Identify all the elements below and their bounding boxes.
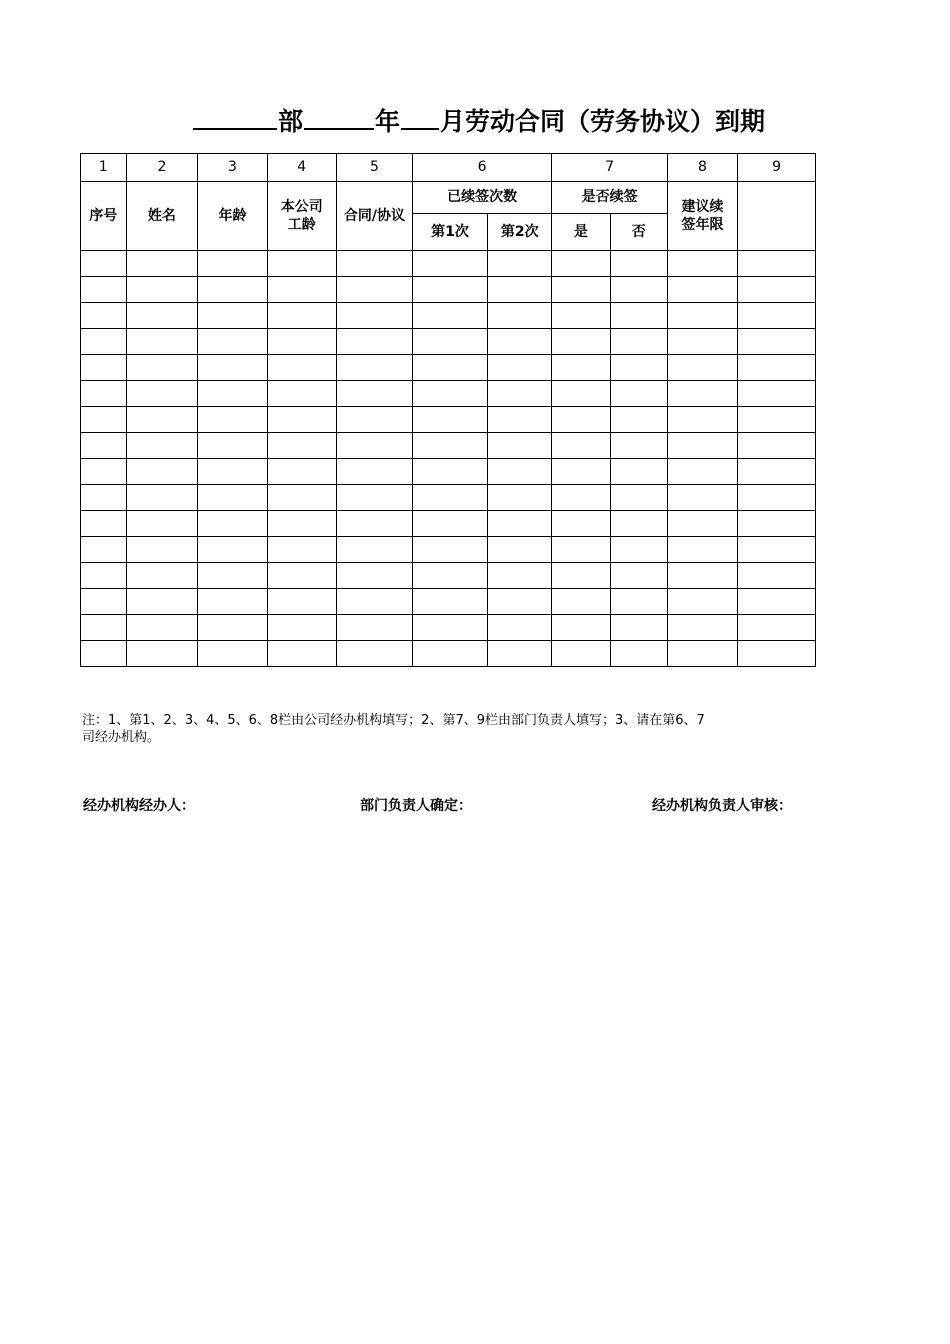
header-tenure	[267, 182, 336, 251]
table-cell[interactable]	[610, 485, 667, 511]
table-cell[interactable]	[667, 433, 737, 459]
table-cell[interactable]	[198, 589, 267, 615]
table-cell[interactable]	[81, 433, 127, 459]
table-cell[interactable]	[738, 537, 816, 563]
table-cell[interactable]	[198, 251, 267, 277]
table-cell[interactable]	[667, 563, 737, 589]
col-number: 2	[126, 154, 198, 182]
table-cell[interactable]	[336, 615, 412, 641]
table-cell[interactable]	[488, 641, 552, 667]
month-blank	[401, 100, 439, 130]
table-cell[interactable]	[488, 537, 552, 563]
table-cell[interactable]	[81, 589, 127, 615]
table-cell[interactable]	[412, 407, 487, 433]
table-cell[interactable]	[336, 329, 412, 355]
table-cell[interactable]	[552, 303, 610, 329]
table-cell[interactable]	[610, 563, 667, 589]
table-cell[interactable]	[198, 355, 267, 381]
handler-signature-label: 经办机构经办人：	[83, 798, 195, 814]
table-cell[interactable]	[738, 511, 816, 537]
table-cell[interactable]	[667, 615, 737, 641]
table-cell[interactable]	[267, 589, 336, 615]
table-cell[interactable]	[552, 641, 610, 667]
table-row	[81, 589, 816, 615]
table-cell[interactable]	[552, 615, 610, 641]
table-row	[81, 407, 816, 433]
table-row	[81, 355, 816, 381]
table-row	[81, 563, 816, 589]
table-cell[interactable]	[610, 381, 667, 407]
table-cell[interactable]	[81, 303, 127, 329]
table-cell[interactable]	[81, 563, 127, 589]
table-cell[interactable]	[610, 303, 667, 329]
table-cell[interactable]	[610, 615, 667, 641]
table-cell[interactable]	[552, 407, 610, 433]
table-cell[interactable]	[488, 563, 552, 589]
table-cell[interactable]	[738, 251, 816, 277]
table-cell[interactable]	[336, 563, 412, 589]
table-cell[interactable]	[126, 355, 198, 381]
table-cell[interactable]	[738, 303, 816, 329]
table-cell[interactable]	[267, 355, 336, 381]
table-cell[interactable]	[126, 459, 198, 485]
table-cell[interactable]	[412, 355, 487, 381]
table-cell[interactable]	[336, 303, 412, 329]
table-cell[interactable]	[488, 459, 552, 485]
table-row	[81, 537, 816, 563]
table-cell[interactable]	[667, 641, 737, 667]
table-cell[interactable]	[336, 537, 412, 563]
table-cell[interactable]	[267, 563, 336, 589]
table-cell[interactable]	[126, 589, 198, 615]
table-cell[interactable]	[667, 511, 737, 537]
table-cell[interactable]	[198, 563, 267, 589]
table-cell[interactable]	[267, 303, 336, 329]
table-cell[interactable]	[81, 641, 127, 667]
table-cell[interactable]	[267, 485, 336, 511]
table-cell[interactable]	[81, 459, 127, 485]
table-row	[81, 381, 816, 407]
table-cell[interactable]	[198, 485, 267, 511]
table-cell[interactable]	[552, 563, 610, 589]
table-cell[interactable]	[267, 407, 336, 433]
table-cell[interactable]	[198, 303, 267, 329]
table-cell[interactable]	[81, 329, 127, 355]
table-cell[interactable]	[488, 329, 552, 355]
table-cell[interactable]	[198, 459, 267, 485]
table-cell[interactable]	[610, 251, 667, 277]
table-cell[interactable]	[198, 615, 267, 641]
table-cell[interactable]	[552, 329, 610, 355]
table-cell[interactable]	[198, 433, 267, 459]
page-title	[0, 100, 815, 144]
table-cell[interactable]	[126, 407, 198, 433]
col-number: 7	[552, 154, 668, 182]
col-number: 1	[81, 154, 127, 182]
table-row	[81, 511, 816, 537]
table-cell[interactable]	[412, 589, 487, 615]
table-cell[interactable]	[610, 355, 667, 381]
table-cell[interactable]	[738, 329, 816, 355]
table-cell[interactable]	[738, 459, 816, 485]
table-row	[81, 251, 816, 277]
header-row-1	[81, 182, 816, 214]
table-row	[81, 329, 816, 355]
col-number: 4	[267, 154, 336, 182]
year-blank	[304, 100, 374, 130]
footnote-line-1: 注：1、第1、2、3、4、5、6、8栏由公司经办机构填写；2、第7、9栏由部门负责人填写；3、请在第6、7	[82, 713, 705, 728]
table-cell[interactable]	[126, 485, 198, 511]
table-cell[interactable]	[336, 485, 412, 511]
table-cell[interactable]	[126, 303, 198, 329]
table-cell[interactable]	[667, 485, 737, 511]
title-dept-suffix: 部	[278, 107, 304, 136]
table-cell[interactable]	[126, 329, 198, 355]
header-name: 姓名	[126, 182, 198, 251]
table-row	[81, 485, 816, 511]
table-cell[interactable]	[738, 277, 816, 303]
header-contract: 合同/协议	[336, 182, 412, 251]
table-cell[interactable]	[126, 511, 198, 537]
table-cell[interactable]	[126, 641, 198, 667]
table-cell[interactable]	[267, 251, 336, 277]
table-cell[interactable]	[610, 511, 667, 537]
title-text: 月劳动合同（劳务协议）到期	[440, 107, 766, 136]
table-row	[81, 433, 816, 459]
header-renew-decision: 是否续签	[552, 182, 668, 214]
table-cell[interactable]	[81, 407, 127, 433]
table-cell[interactable]	[667, 251, 737, 277]
table-cell[interactable]	[552, 589, 610, 615]
table-cell[interactable]	[552, 433, 610, 459]
table-cell[interactable]	[267, 381, 336, 407]
title-year-suffix: 年	[375, 107, 401, 136]
table-cell[interactable]	[610, 589, 667, 615]
column-number-row	[81, 154, 816, 182]
header-tenure-label: 本公司工龄	[280, 199, 323, 233]
table-cell[interactable]	[81, 537, 127, 563]
table-cell[interactable]	[667, 303, 737, 329]
header-renewed-count: 已续签次数	[412, 182, 551, 214]
table-cell[interactable]	[198, 511, 267, 537]
col-number: 8	[667, 154, 737, 182]
table-cell[interactable]	[336, 355, 412, 381]
table-cell[interactable]	[667, 329, 737, 355]
table-row	[81, 277, 816, 303]
table-cell[interactable]	[610, 277, 667, 303]
table-cell[interactable]	[412, 485, 487, 511]
table-cell[interactable]	[738, 485, 816, 511]
table-row	[81, 615, 816, 641]
header-seq: 序号	[81, 182, 127, 251]
col-number: 3	[198, 154, 267, 182]
table-cell[interactable]	[610, 459, 667, 485]
table-cell[interactable]	[412, 641, 487, 667]
table-cell[interactable]	[738, 563, 816, 589]
table-cell[interactable]	[552, 537, 610, 563]
table-cell[interactable]	[81, 615, 127, 641]
table-cell[interactable]	[738, 589, 816, 615]
col-number: 9	[738, 154, 816, 182]
col-number: 5	[336, 154, 412, 182]
header-renewed-1: 第1次	[412, 214, 487, 251]
table-cell[interactable]	[552, 355, 610, 381]
table-cell[interactable]	[267, 511, 336, 537]
dept-head-signature-label: 部门负责人确定：	[360, 798, 472, 814]
table-cell[interactable]	[126, 537, 198, 563]
table-cell[interactable]	[81, 485, 127, 511]
table-cell[interactable]	[667, 355, 737, 381]
table-cell[interactable]	[412, 537, 487, 563]
header-col9	[738, 182, 816, 251]
table-cell[interactable]	[412, 303, 487, 329]
table-cell[interactable]	[198, 537, 267, 563]
table-cell[interactable]	[738, 381, 816, 407]
header-age: 年龄	[198, 182, 267, 251]
table-cell[interactable]	[552, 251, 610, 277]
table-cell[interactable]	[267, 641, 336, 667]
table-cell[interactable]	[336, 407, 412, 433]
table-cell[interactable]	[412, 381, 487, 407]
table-cell[interactable]	[738, 407, 816, 433]
header-yes: 是	[552, 214, 610, 251]
table-cell[interactable]	[126, 277, 198, 303]
table-cell[interactable]	[81, 277, 127, 303]
table-cell[interactable]	[412, 251, 487, 277]
table-cell[interactable]	[81, 511, 127, 537]
table-cell[interactable]	[267, 459, 336, 485]
table-cell[interactable]	[667, 589, 737, 615]
table-cell[interactable]	[488, 511, 552, 537]
table-cell[interactable]	[552, 511, 610, 537]
footnote	[82, 712, 816, 752]
table-row	[81, 459, 816, 485]
table-cell[interactable]	[412, 433, 487, 459]
table-cell[interactable]	[267, 537, 336, 563]
table-cell[interactable]	[610, 433, 667, 459]
reviewer-signature-label: 经办机构负责人审核：	[652, 798, 792, 814]
header-renewed-2: 第2次	[488, 214, 552, 251]
table-cell[interactable]	[610, 537, 667, 563]
department-blank	[193, 100, 277, 130]
table-cell[interactable]	[198, 641, 267, 667]
table-cell[interactable]	[412, 277, 487, 303]
table-cell[interactable]	[552, 485, 610, 511]
table-cell[interactable]	[198, 277, 267, 303]
table-cell[interactable]	[738, 433, 816, 459]
table-cell[interactable]	[488, 589, 552, 615]
table-cell[interactable]	[552, 277, 610, 303]
table-cell[interactable]	[488, 615, 552, 641]
table-cell[interactable]	[552, 381, 610, 407]
table-cell[interactable]	[81, 381, 127, 407]
table-cell[interactable]	[488, 303, 552, 329]
table-cell[interactable]	[336, 381, 412, 407]
table-cell[interactable]	[267, 329, 336, 355]
footnote-line-2: 司经办机构。	[82, 730, 161, 745]
table-cell[interactable]	[81, 251, 127, 277]
table-cell[interactable]	[488, 433, 552, 459]
table-cell[interactable]	[267, 433, 336, 459]
table-cell[interactable]	[488, 277, 552, 303]
table-cell[interactable]	[610, 329, 667, 355]
table-cell[interactable]	[667, 381, 737, 407]
table-cell[interactable]	[412, 615, 487, 641]
table-cell[interactable]	[738, 355, 816, 381]
table-cell[interactable]	[488, 407, 552, 433]
table-cell[interactable]	[412, 511, 487, 537]
table-cell[interactable]	[267, 277, 336, 303]
col-number: 6	[412, 154, 551, 182]
table-cell[interactable]	[336, 589, 412, 615]
table-cell[interactable]	[126, 251, 198, 277]
table-cell[interactable]	[488, 381, 552, 407]
table-cell[interactable]	[667, 537, 737, 563]
table-cell[interactable]	[412, 563, 487, 589]
table-cell[interactable]	[667, 277, 737, 303]
table-row	[81, 641, 816, 667]
table-cell[interactable]	[336, 251, 412, 277]
table-cell[interactable]	[610, 407, 667, 433]
table-cell[interactable]	[126, 615, 198, 641]
table-cell[interactable]	[198, 329, 267, 355]
table-cell[interactable]	[126, 381, 198, 407]
table-cell[interactable]	[667, 459, 737, 485]
table-cell[interactable]	[126, 433, 198, 459]
table-cell[interactable]	[336, 511, 412, 537]
table-cell[interactable]	[198, 381, 267, 407]
table-cell[interactable]	[126, 563, 198, 589]
table-cell[interactable]	[738, 641, 816, 667]
table-cell[interactable]	[81, 355, 127, 381]
table-cell[interactable]	[267, 615, 336, 641]
table-cell[interactable]	[336, 459, 412, 485]
table-row	[81, 303, 816, 329]
table-cell[interactable]	[488, 355, 552, 381]
table-cell[interactable]	[336, 641, 412, 667]
contract-table	[80, 153, 816, 667]
table-cell[interactable]	[552, 459, 610, 485]
table-cell[interactable]	[488, 251, 552, 277]
table-cell[interactable]	[412, 329, 487, 355]
table-cell[interactable]	[198, 407, 267, 433]
table-cell[interactable]	[336, 277, 412, 303]
header-no: 否	[610, 214, 667, 251]
table-cell[interactable]	[488, 485, 552, 511]
contract-table-area	[80, 153, 816, 683]
header-suggested-years-label: 建议续签年限	[681, 199, 724, 233]
table-cell[interactable]	[412, 459, 487, 485]
header-suggested-years	[667, 182, 737, 251]
table-cell[interactable]	[336, 433, 412, 459]
table-cell[interactable]	[667, 407, 737, 433]
table-cell[interactable]	[738, 615, 816, 641]
table-cell[interactable]	[610, 641, 667, 667]
